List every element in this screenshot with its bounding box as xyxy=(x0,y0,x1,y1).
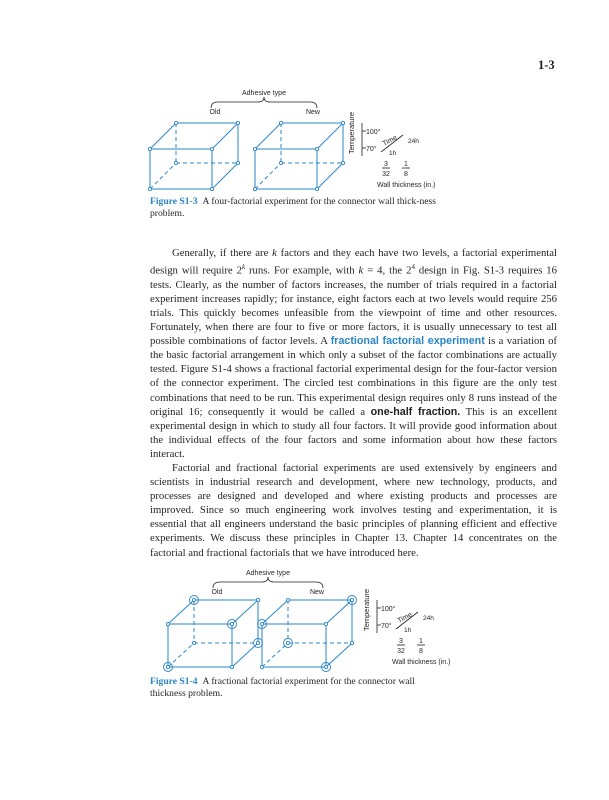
wall-large-numerator: 1 xyxy=(404,161,408,168)
figure-s1-3-label: Figure S1-3 xyxy=(150,196,198,207)
old-label: Old xyxy=(211,589,223,596)
figure-s1-3-caption xyxy=(150,196,450,220)
figure-s1-4-caption-text: A fractional factorial experiment for the connector wall thickness problem. xyxy=(150,676,415,699)
temp-low-label: 70° xyxy=(366,146,377,153)
time-low-label: 1h xyxy=(404,627,412,634)
adhesive-brace xyxy=(213,577,323,588)
figure-s1-4 xyxy=(150,566,470,674)
paragraph-2: Factorial and fractional factorial experiments are used extensively by engineers and scientists in industrial research and development, where new technology, products, and processes are designed and developed and where existing products and processes are improved. Since so much engineering work involves testing and experimentation, it is essential that all engineers understand the basic principles of planning efficient and effective experiments. We discuss these principles in Chapter 13. Chapter 14 concentrates on the factorial and fractional factorials that we have introduced here. xyxy=(150,461,557,559)
wall-large-numerator: 1 xyxy=(419,638,423,645)
time-axis-label: Time xyxy=(396,611,414,625)
wall-small-denominator: 32 xyxy=(382,171,390,178)
time-axis-label: Time xyxy=(381,134,399,148)
factor-axes xyxy=(362,589,450,666)
temp-low-label: 70° xyxy=(381,623,392,630)
temperature-axis-label: Temperature xyxy=(362,588,371,632)
wall-large-denominator: 8 xyxy=(419,648,423,655)
adhesive-brace xyxy=(211,97,317,108)
wall-large-denominator: 8 xyxy=(404,171,408,178)
body-text xyxy=(150,246,557,560)
paragraph-1: Generally, if there are k factors and they each have two levels, a factorial experimental design will require 2$^k$ runs. For example, with k = 4, the $2^4$ design in Fig. S1-3 requires 16 tests. Clearly, as the number of factors increases, the number of trials required in a factorial experiment increases rapidly; for instance, eight factors each at two levels would require 256 trials. This quickly becomes unfeasible from the viewpoint of time and other resources. Fortunately, when there are four to five or more factors, it is usually unnecessary to test all possible combinations of factor levels. A fractional factorial experiment is a variation of the basic factorial arrangement in which only a subset of the factor combinations are actually tested. Figure S1-4 shows a fractional factorial experimental design for the four-factor version of the connector experiment. The circled test combinations in this figure are the only test combinations that need to be run. This experimental design requires only 8 runs instead of the original 16; consequently it would be called a one-half fraction. This is an excellent experimental design in which to study all four factors. It will provide good information about the individual effects of the four factors and some information about how these factors interact. xyxy=(150,247,558,460)
term-fractional-factorial: fractional factorial experiment xyxy=(330,335,485,348)
old-label: Old xyxy=(209,109,221,116)
temp-high-label: 100° xyxy=(381,606,396,613)
cube-old xyxy=(148,121,239,190)
new-label: New xyxy=(309,589,325,596)
wall-thickness-axis-label: Wall thickness (in.) xyxy=(392,659,451,666)
cube-old xyxy=(164,596,263,672)
term-one-half-fraction: one-half fraction. xyxy=(370,405,461,418)
time-low-label: 1h xyxy=(389,150,397,157)
temperature-axis-label: Temperature xyxy=(347,111,356,155)
wall-small-denominator: 32 xyxy=(397,648,405,655)
time-high-label: 24h xyxy=(423,615,434,622)
adhesive-type-label: Adhesive type xyxy=(242,90,286,97)
wall-small-numerator: 3 xyxy=(384,161,388,168)
adhesive-type-label: Adhesive type xyxy=(246,570,290,577)
page-number: 1-3 xyxy=(538,58,555,72)
cube-new xyxy=(258,596,357,672)
factor-axes xyxy=(347,112,435,189)
wall-small-numerator: 3 xyxy=(399,638,403,645)
wall-thickness-axis-label: Wall thickness (in.) xyxy=(377,182,436,189)
temp-high-label: 100° xyxy=(366,129,381,136)
figure-s1-3 xyxy=(150,86,470,194)
figure-s1-4-diagram xyxy=(150,566,480,674)
figure-s1-3-caption-text: A four-factorial experiment for the connector wall thick-ness problem. xyxy=(150,196,436,219)
figure-s1-3-diagram xyxy=(150,86,470,194)
figure-s1-4-caption xyxy=(150,676,450,700)
new-label: New xyxy=(305,109,321,116)
cube-new xyxy=(253,121,344,190)
time-high-label: 24h xyxy=(408,138,419,145)
figure-s1-4-label: Figure S1-4 xyxy=(150,676,198,687)
